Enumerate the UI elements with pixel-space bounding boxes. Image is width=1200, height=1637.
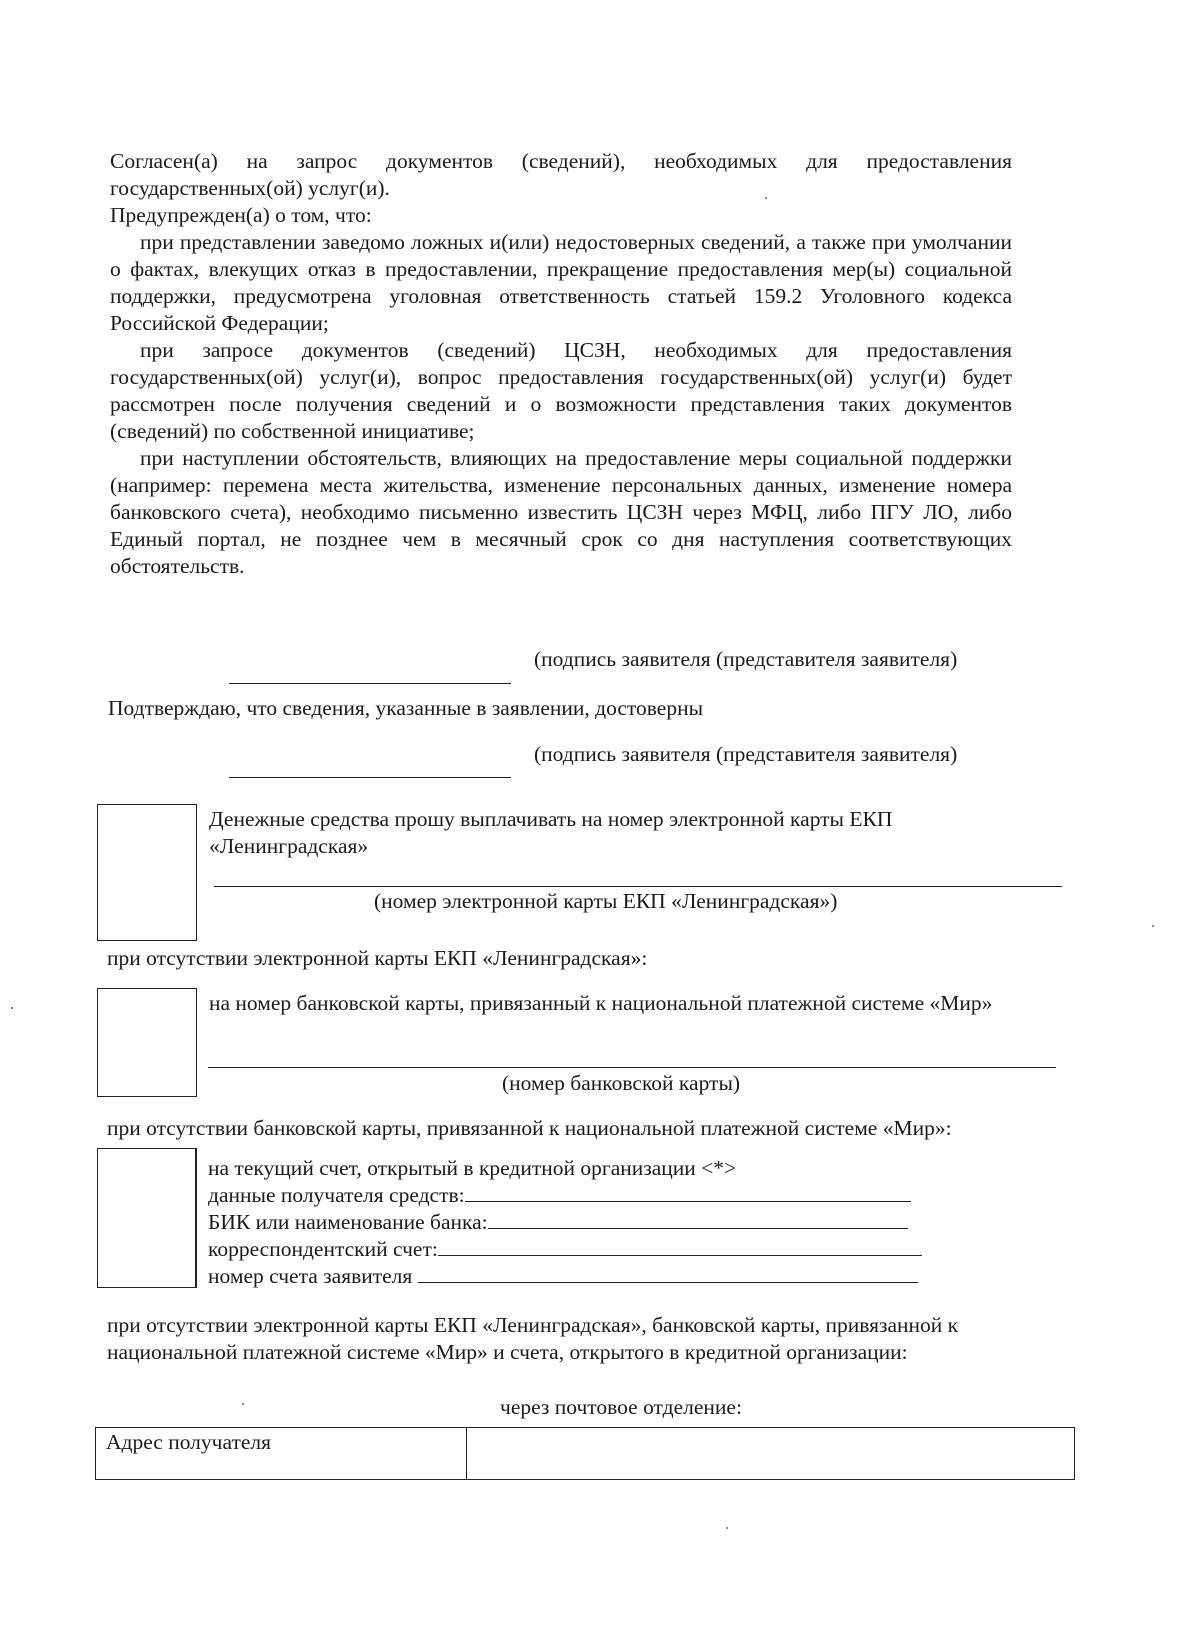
recipient-address-table — [95, 1427, 1075, 1480]
warning-false-info: при представлении заведомо ложных и(или) недостоверных сведений, а также при умолчании о фактах, влекущих отказ в предоставлении, прекращение предоставления мер(ы) социальной поддержки, предусмотрена уголовная ответственность статьей 159.2 Уголовного кодекса Российской Федерации; — [110, 230, 1012, 335]
warned-intro: Предупрежден(а) о том, что: — [110, 203, 372, 227]
scan-speck — [11, 1007, 13, 1009]
confirm-statement: Подтверждаю, что сведения, указанные в заявлении, достоверны — [108, 696, 704, 720]
absence-ekp-note: при отсутствии электронной карты ЕКП «Ленинградская»: — [107, 946, 648, 970]
recipient-data-label: данные получателя средств: — [208, 1183, 465, 1207]
ekp-card-checkbox[interactable] — [97, 804, 197, 941]
signature-line-2[interactable] — [229, 777, 511, 778]
scan-speck — [1152, 925, 1154, 927]
applicant-account-row — [208, 1262, 918, 1290]
absence-mir-note: при отсутствии банковской карты, привязанной к национальной платежной системе «Мир»: — [107, 1116, 952, 1140]
consent-statement: Согласен(а) на запрос документов (сведений), необходимых для предоставления государственных(ой) услуг(и). — [110, 149, 1012, 200]
corr-account-label: корреспондентский счет: — [208, 1237, 438, 1261]
signature-caption-2: (подпись заявителя (представителя заявителя) — [534, 742, 958, 766]
recipient-address-label: Адрес получателя — [96, 1428, 467, 1480]
warning-document-request: при запросе документов (сведений) ЦСЗН, необходимых для предоставления государственных(ой) услуг(и), вопрос предоставления государственных(ой) услуг(и) будет рассмотрен после получения сведений и о возможности представления таких документов (сведений) по собственной инициативе; — [110, 338, 1012, 443]
recipient-address-field[interactable] — [467, 1428, 1075, 1480]
mir-card-number-caption: (номер банковской карты) — [502, 1071, 741, 1095]
warning-notify-changes: при наступлении обстоятельств, влияющих на предоставление меры социальной поддержки (например: перемена места жительства, изменение персональных данных, изменение номера банковского счета), необходимо письменно известить ЦСЗН через МФЦ, либо ПГУ ЛО, либо Единый портал, не позднее чем в месячный срок со дня наступления соответствующих обстоятельств. — [110, 446, 1012, 578]
ekp-card-option-text: Денежные средства прошу выплачивать на номер электронной карты ЕКП «Ленинградская» — [209, 807, 893, 858]
bank-row — [208, 1208, 908, 1236]
ekp-card-number-caption: (номер электронной карты ЕКП «Ленинградская») — [374, 889, 838, 913]
account-divider — [195, 1148, 196, 1288]
bank-field[interactable] — [488, 1208, 908, 1229]
mir-card-option-text: на номер банковской карты, привязанный к национальной платежной системе «Мир» — [209, 991, 993, 1015]
corr-account-field[interactable] — [438, 1235, 922, 1256]
bank-label: БИК или наименование банка: — [208, 1210, 488, 1234]
account-checkbox[interactable] — [97, 1148, 197, 1288]
recipient-data-row — [208, 1181, 911, 1209]
scan-speck — [242, 1403, 244, 1405]
corr-account-row — [208, 1235, 922, 1263]
post-office-heading: через почтовое отделение: — [500, 1395, 742, 1419]
mir-card-checkbox[interactable] — [97, 988, 197, 1097]
applicant-account-field[interactable] — [418, 1262, 918, 1283]
scan-speck — [726, 1527, 728, 1529]
signature-caption-1: (подпись заявителя (представителя заявителя) — [534, 647, 958, 671]
absence-all-note: при отсутствии электронной карты ЕКП «Ленинградская», банковской карты, привязанной к национальной платежной системе «Мир» и счета, открытого в кредитной организации: — [107, 1313, 959, 1364]
signature-line-1[interactable] — [229, 683, 511, 684]
account-option-title: на текущий счет, открытый в кредитной организации <*> — [208, 1156, 737, 1180]
scan-speck — [765, 197, 767, 199]
recipient-data-field[interactable] — [465, 1181, 911, 1202]
ekp-card-number-line[interactable] — [214, 886, 1062, 887]
mir-card-number-line[interactable] — [208, 1067, 1056, 1068]
applicant-account-label: номер счета заявителя — [208, 1264, 413, 1288]
